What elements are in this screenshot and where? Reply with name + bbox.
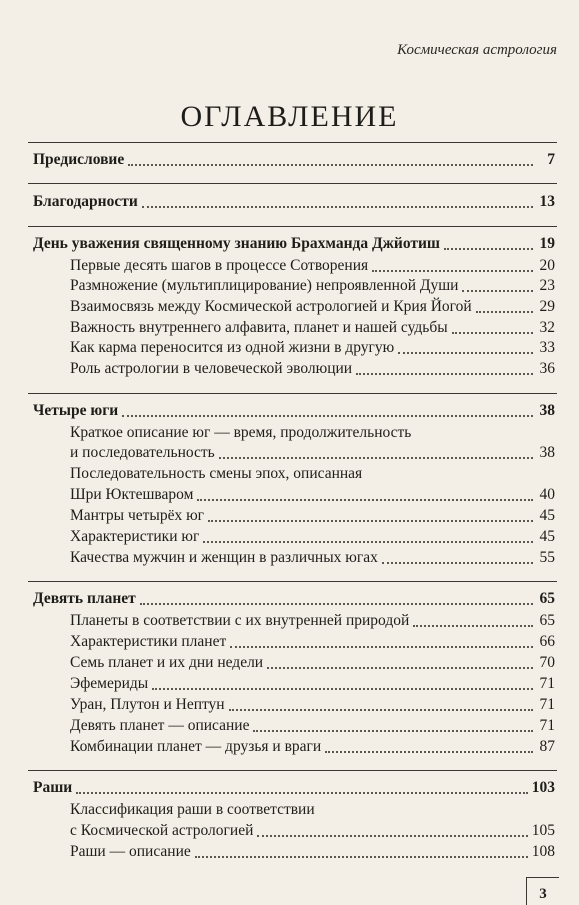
toc-subentry[interactable] xyxy=(70,443,555,463)
toc-subentry[interactable] xyxy=(70,527,555,547)
chapter-label: Девять планет xyxy=(33,590,136,607)
section-rule xyxy=(28,770,557,771)
leader-dots xyxy=(253,730,533,732)
subentry-label: Характеристики планет xyxy=(70,633,227,650)
subentry-page-number: 20 xyxy=(539,257,555,274)
leader-dots xyxy=(230,646,533,648)
subentry-label: Уран, Плутон и Нептун xyxy=(70,696,225,713)
toc-chapter-nine-planets[interactable] xyxy=(33,589,555,609)
leader-dots xyxy=(152,688,533,690)
section-rule xyxy=(28,226,557,227)
leader-dots xyxy=(398,352,533,354)
subentry-page-number: 55 xyxy=(539,549,555,566)
subentry-label: Планеты в соответствии с их внутренней природой xyxy=(70,612,410,629)
leader-dots xyxy=(122,415,533,417)
subentry-label: Семь планет и их дни недели xyxy=(70,654,264,671)
toc-chapter-rashi[interactable] xyxy=(33,778,555,798)
toc-subentry[interactable] xyxy=(70,653,555,673)
subentry-page-number: 66 xyxy=(539,633,555,650)
leader-dots xyxy=(76,792,528,794)
subentry-page-number: 105 xyxy=(531,822,555,839)
leader-dots xyxy=(452,332,533,334)
chapter-label: Предисловие xyxy=(33,151,125,168)
toc-subentry[interactable] xyxy=(70,821,555,841)
leader-dots xyxy=(267,667,533,669)
subentry-page-number: 71 xyxy=(539,696,555,713)
leader-dots xyxy=(128,164,533,166)
toc-subentry[interactable] xyxy=(70,506,555,526)
subentry-page-number: 108 xyxy=(531,843,555,860)
subentry-page-number: 87 xyxy=(539,738,555,755)
subentry-label: Важность внутреннего алфавита, планет и нашей судьбы xyxy=(70,319,448,336)
leader-dots xyxy=(195,856,528,858)
leader-dots xyxy=(140,603,533,605)
toc-subentry[interactable] xyxy=(70,842,555,862)
leader-dots xyxy=(203,541,533,543)
toc-subentry[interactable] xyxy=(70,632,555,652)
chapter-label: День уважения священному знанию Брахманда Джйотиш xyxy=(33,235,441,252)
leader-dots xyxy=(476,311,533,313)
leader-dots xyxy=(462,290,533,292)
leader-dots xyxy=(444,248,533,250)
subentry-label: Комбинации планет — друзья и враги xyxy=(70,738,322,755)
toc-chapter-acknowledgements[interactable] xyxy=(33,192,555,212)
leader-dots xyxy=(325,751,533,753)
leader-dots xyxy=(219,457,533,459)
subentry-label: Девять планет — описание xyxy=(70,717,250,734)
page-number: 3 xyxy=(526,877,559,905)
subentry-label: Характеристики юг xyxy=(70,528,200,545)
running-head: Космическая астрология xyxy=(397,42,557,58)
toc-subentry[interactable] xyxy=(70,485,555,505)
chapter-page-number: 7 xyxy=(547,151,555,168)
subentry-page-number: 45 xyxy=(539,507,555,524)
toc-subentry[interactable] xyxy=(70,359,555,379)
toc-chapter-day-of-respect[interactable] xyxy=(33,234,555,254)
leader-dots xyxy=(142,206,533,208)
subentry-label: Эфемериды xyxy=(70,675,149,692)
subentry-label-line1: Краткое описание юг — время, продолжительность xyxy=(70,424,412,441)
chapter-label: Четыре юги xyxy=(33,402,119,419)
subentry-page-number: 71 xyxy=(539,717,555,734)
leader-dots xyxy=(356,373,533,375)
subentry-page-number: 23 xyxy=(539,277,555,294)
section-rule xyxy=(28,393,557,394)
chapter-label: Благодарности xyxy=(33,193,138,210)
chapter-page-number: 103 xyxy=(531,779,555,796)
toc-subentry[interactable] xyxy=(70,318,555,338)
toc-subentry[interactable] xyxy=(70,256,555,276)
leader-dots xyxy=(382,562,533,564)
toc-subentry[interactable] xyxy=(70,716,555,736)
subentry-page-number: 71 xyxy=(539,675,555,692)
subentry-label-line1: Классификация раши в соответствии xyxy=(70,801,315,818)
subentry-page-number: 70 xyxy=(539,654,555,671)
subentry-label: Роль астрологии в человеческой эволюции xyxy=(70,360,353,377)
subentry-page-number: 29 xyxy=(539,298,555,315)
subentry-label: Первые десять шагов в процессе Сотворения xyxy=(70,257,369,274)
leader-dots xyxy=(413,625,533,627)
toc-chapter-four-yugas[interactable] xyxy=(33,401,555,421)
subentry-label: Шри Юктешваром xyxy=(70,486,194,503)
leader-dots xyxy=(208,520,533,522)
toc-chapter-preface[interactable] xyxy=(33,150,555,170)
subentry-label: Размножение (мультиплицирование) непроявленной Души xyxy=(70,277,459,294)
subentry-label: Взаимосвязь между Космической астрологией и Крия Йогой xyxy=(70,298,472,315)
page-title: ОГЛАВЛЕНИЕ xyxy=(180,100,399,133)
leader-dots xyxy=(197,499,533,501)
subentry-page-number: 33 xyxy=(539,339,555,356)
subentry-page-number: 45 xyxy=(539,528,555,545)
subentry-label-line1: Последовательность смены эпох, описанная xyxy=(70,465,363,482)
subentry-label: с Космической астрологией xyxy=(70,822,254,839)
chapter-page-number: 38 xyxy=(539,402,555,419)
subentry-page-number: 40 xyxy=(539,486,555,503)
chapter-page-number: 13 xyxy=(539,193,555,210)
subentry-label: Как карма переносится из одной жизни в другую xyxy=(70,339,395,356)
toc-subentry[interactable] xyxy=(70,674,555,694)
toc-subentry[interactable] xyxy=(70,276,555,296)
section-rule xyxy=(28,142,557,143)
chapter-page-number: 65 xyxy=(539,590,555,607)
subentry-page-number: 65 xyxy=(539,612,555,629)
subentry-label: Качества мужчин и женщин в различных югах xyxy=(70,549,378,566)
subentry-label: Раши — описание xyxy=(70,843,191,860)
toc-subentry[interactable] xyxy=(70,338,555,358)
leader-dots xyxy=(229,709,533,711)
leader-dots xyxy=(257,835,527,837)
section-rule xyxy=(28,183,557,184)
chapter-label: Раши xyxy=(33,779,73,796)
toc-subentry[interactable] xyxy=(70,737,555,757)
section-rule xyxy=(28,581,557,582)
subentry-label: и последовательность xyxy=(70,444,215,461)
toc-subentry[interactable] xyxy=(70,297,555,317)
leader-dots xyxy=(372,270,533,272)
toc-subentry[interactable] xyxy=(70,695,555,715)
toc-subentry[interactable] xyxy=(70,548,555,568)
subentry-label: Мантры четырёх юг xyxy=(70,507,205,524)
subentry-page-number: 38 xyxy=(539,444,555,461)
subentry-page-number: 32 xyxy=(539,319,555,336)
subentry-page-number: 36 xyxy=(539,360,555,377)
chapter-page-number: 19 xyxy=(539,235,555,252)
toc-subentry[interactable] xyxy=(70,611,555,631)
